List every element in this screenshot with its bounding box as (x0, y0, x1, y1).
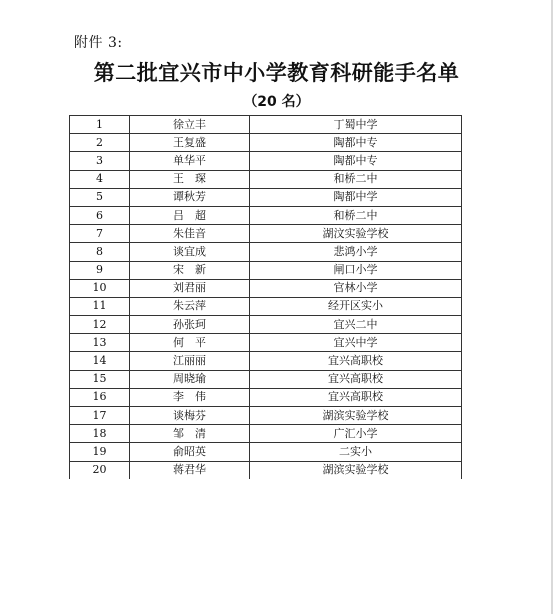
table-row (70, 334, 462, 352)
school-name: 广汇小学 (250, 425, 462, 443)
row-number: 12 (70, 316, 130, 334)
table-row (70, 407, 462, 425)
school-name: 二实小 (250, 443, 462, 461)
row-number: 18 (70, 425, 130, 443)
row-number: 20 (70, 461, 130, 479)
table-row (70, 170, 462, 188)
row-number: 3 (70, 152, 130, 170)
person-name: 朱佳音 (130, 225, 250, 243)
table-row (70, 352, 462, 370)
table-row (70, 116, 462, 134)
person-name: 周晓瑜 (130, 370, 250, 388)
school-name: 宜兴高职校 (250, 388, 462, 406)
table-row (70, 279, 462, 297)
school-name: 悲鸿小学 (250, 243, 462, 261)
school-name: 和桥二中 (250, 206, 462, 224)
person-name: 王 琛 (130, 170, 250, 188)
row-number: 2 (70, 134, 130, 152)
person-name: 王复盛 (130, 134, 250, 152)
person-name: 谈梅芬 (130, 407, 250, 425)
row-number: 1 (70, 116, 130, 134)
table-row (70, 188, 462, 206)
person-name: 刘君丽 (130, 279, 250, 297)
school-name: 宜兴高职校 (250, 352, 462, 370)
school-name: 湖汶实验学校 (250, 225, 462, 243)
row-number: 14 (70, 352, 130, 370)
roster-table (69, 115, 462, 479)
person-name: 俞昭英 (130, 443, 250, 461)
table-row (70, 316, 462, 334)
row-number: 13 (70, 334, 130, 352)
row-number: 8 (70, 243, 130, 261)
person-name: 徐立丰 (130, 116, 250, 134)
table-row (70, 225, 462, 243)
person-name: 何 平 (130, 334, 250, 352)
person-name: 单华平 (130, 152, 250, 170)
school-name: 陶都中专 (250, 152, 462, 170)
table-row (70, 443, 462, 461)
table-row (70, 134, 462, 152)
table-row (70, 370, 462, 388)
document-subtitle: （20 名） (243, 94, 310, 110)
table-row (70, 461, 462, 479)
row-number: 17 (70, 407, 130, 425)
attachment-label: 附件 3: (74, 35, 123, 51)
person-name: 江丽丽 (130, 352, 250, 370)
table-row (70, 388, 462, 406)
school-name: 湖滨实验学校 (250, 461, 462, 479)
person-name: 朱云萍 (130, 297, 250, 315)
school-name: 陶都中专 (250, 134, 462, 152)
table-row (70, 152, 462, 170)
row-number: 15 (70, 370, 130, 388)
person-name: 邹 清 (130, 425, 250, 443)
person-name: 李 伟 (130, 388, 250, 406)
row-number: 11 (70, 297, 130, 315)
row-number: 19 (70, 443, 130, 461)
school-name: 和桥二中 (250, 170, 462, 188)
person-name: 宋 新 (130, 261, 250, 279)
school-name: 丁蜀中学 (250, 116, 462, 134)
row-number: 5 (70, 188, 130, 206)
row-number: 7 (70, 225, 130, 243)
person-name: 吕 超 (130, 206, 250, 224)
row-number: 6 (70, 206, 130, 224)
row-number: 10 (70, 279, 130, 297)
school-name: 宜兴中学 (250, 334, 462, 352)
document-title: 第二批宜兴市中小学教育科研能手名单 (93, 61, 460, 85)
person-name: 孙张珂 (130, 316, 250, 334)
school-name: 官林小学 (250, 279, 462, 297)
school-name: 宜兴二中 (250, 316, 462, 334)
person-name: 谭秋芳 (130, 188, 250, 206)
table-row (70, 425, 462, 443)
school-name: 经开区实小 (250, 297, 462, 315)
table-row (70, 206, 462, 224)
person-name: 蒋君华 (130, 461, 250, 479)
person-name: 谈宜成 (130, 243, 250, 261)
school-name: 湖滨实验学校 (250, 407, 462, 425)
table-row (70, 261, 462, 279)
school-name: 陶都中学 (250, 188, 462, 206)
row-number: 9 (70, 261, 130, 279)
school-name: 宜兴高职校 (250, 370, 462, 388)
table-row (70, 243, 462, 261)
table-row (70, 297, 462, 315)
row-number: 16 (70, 388, 130, 406)
row-number: 4 (70, 170, 130, 188)
school-name: 闸口小学 (250, 261, 462, 279)
